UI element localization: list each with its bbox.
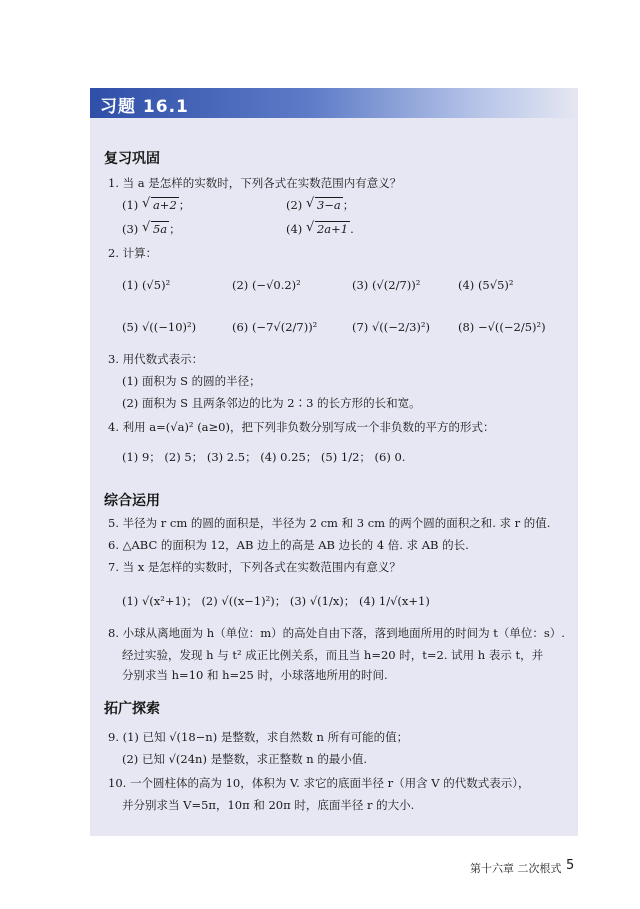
q4-stem: 4. 利用 a=(√a)² (a≥0)，把下列非负数分别写成一个非负数的平方的形式：	[108, 420, 495, 434]
chapter-footer: 第十六章 二次根式	[470, 862, 562, 875]
q2-item-6: (6) (−7√(2/7))²	[232, 320, 318, 334]
q9-line-1: 9. (1) 已知 √(18−n) 是整数，求自然数 n 所有可能的值；	[108, 730, 409, 744]
q1-d: (4) √ 2a+1 .	[286, 222, 354, 236]
q8-line-2: 经过实验，发现 h 与 t² 成正比例关系，而且当 h=20 时，t=2. 试用 h 表示 t，并	[122, 648, 544, 662]
q8-line-1: 8. 小球从离地面为 h（单位：m）的高处自由下落，落到地面所用的时间为 t（单位：s）.	[108, 626, 565, 640]
q7-items: (1) √(x²+1)； (2) √((x−1)²)； (3) √(1/x)； (4) 1/√(x+1)	[122, 594, 430, 608]
section-apply: 综合运用	[104, 493, 160, 509]
q2-item-8: (8) −√((−2/5)²)	[458, 320, 546, 334]
q3-item-2: (2) 面积为 S 且两条邻边的比为 2∶3 的长方形的长和宽。	[122, 396, 421, 410]
q6-text: 6. △ABC 的面积为 12，AB 边上的高是 AB 边长的 4 倍. 求 AB 的长.	[108, 538, 469, 552]
section-explore: 拓广探索	[104, 701, 160, 717]
q1-a: (1) √ a+2 ；	[122, 198, 190, 212]
q2-item-1: (1) (√5)²	[122, 278, 171, 292]
q2-item-5: (5) √((−10)²)	[122, 320, 197, 334]
section-review: 复习巩固	[104, 151, 160, 167]
q2-stem: 2. 计算：	[108, 246, 158, 260]
q3-stem: 3. 用代数式表示：	[108, 352, 204, 366]
q2-item-4: (4) (5√5)²	[458, 278, 514, 292]
page-number: 5	[566, 858, 575, 873]
q8-line-3: 分别求当 h=10 和 h=25 时，小球落地所用的时间.	[122, 668, 388, 682]
q1-b: (2) √ 3−a ；	[286, 198, 354, 212]
q3-item-1: (1) 面积为 S 的圆的半径；	[122, 374, 261, 388]
q5-text: 5. 半径为 r cm 的圆的面积是，半径为 2 cm 和 3 cm 的两个圆的面积之和. 求 r 的值.	[108, 516, 551, 530]
q1-c: (3) √ 5a ；	[122, 222, 181, 236]
q1-stem: 1. 当 a 是怎样的实数时，下列各式在实数范围内有意义？	[108, 176, 402, 190]
q9-line-2: (2) 已知 √(24n) 是整数，求正整数 n 的最小值.	[122, 752, 367, 766]
q10-line-1: 10. 一个圆柱体的高为 10，体积为 V. 求它的底面半径 r（用含 V 的代数式表示），	[108, 776, 530, 790]
q4-items: (1) 9； (2) 5； (3) 2.5； (4) 0.25； (5) 1/2； (6) 0.	[122, 450, 406, 464]
q2-item-2: (2) (−√0.2)²	[232, 278, 301, 292]
q2-item-7: (7) √((−2/3)²)	[352, 320, 430, 334]
q10-line-2: 并分别求当 V=5π，10π 和 20π 时，底面半径 r 的大小.	[122, 798, 415, 812]
q2-item-3: (3) (√(2/7))²	[352, 278, 421, 292]
q7-stem: 7. 当 x 是怎样的实数时，下列各式在实数范围内有意义？	[108, 560, 401, 574]
page-title: 习题 16.1	[100, 97, 189, 117]
